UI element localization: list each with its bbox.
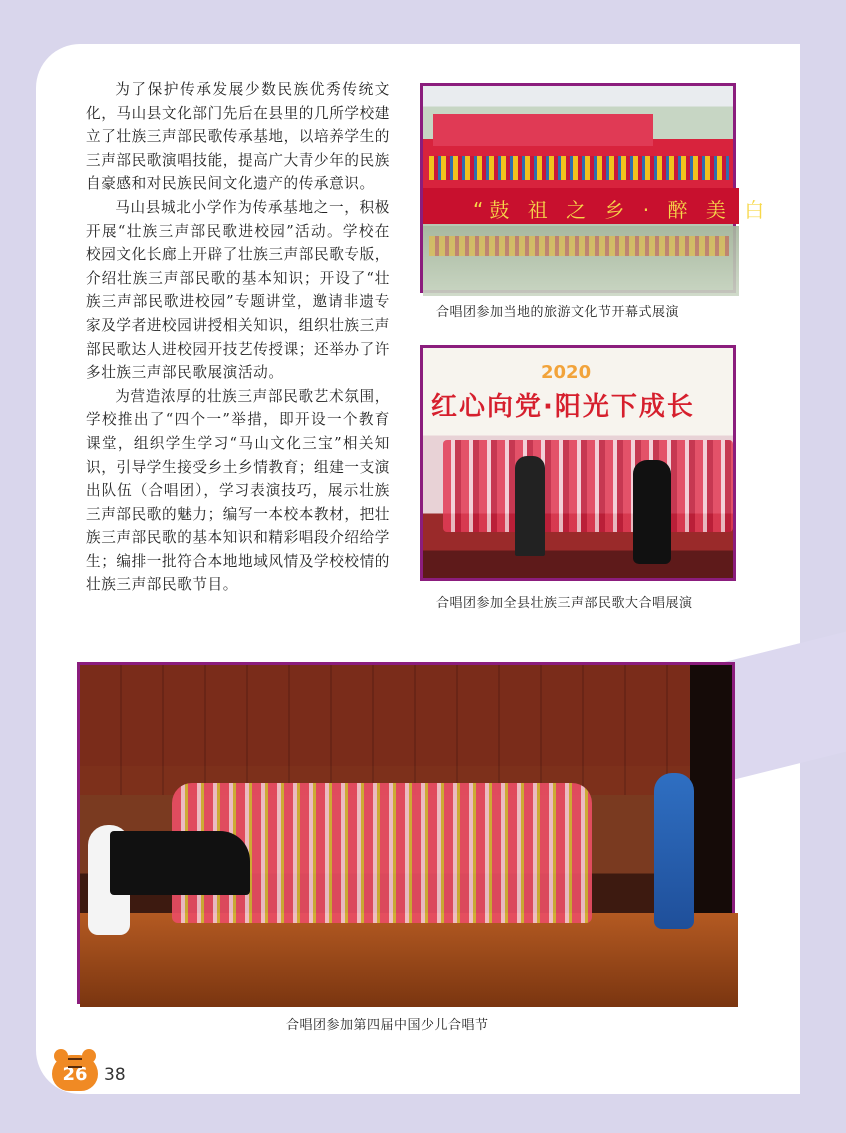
badge-ear-right: [82, 1049, 96, 1063]
photo-festival: [420, 83, 771, 293]
female-host: [633, 460, 671, 564]
paragraph-3: 为营造浓厚的壮族三声部民歌艺术氛围，学校推出了“四个一”举措，即开设一个教育课堂，组织学生学习“马山文化三宝”相关知识，引导学生接受乡土乡情教育；组建一支演出队伍（合唱团），学习表演技巧，展示壮族三声部民歌的魅力；编写一本校本教材，把壮族三声部民歌的基本知识和精彩唱段介绍给学生；编排一批符合本地地域风情及学校校情的壮族三声部民歌节目。: [86, 387, 390, 594]
caption-festival: 合唱团参加当地的旅游文化节开幕式展演: [436, 305, 680, 320]
paragraph-1: 为了保护传承发展少数民族优秀传统文化，马山县文化部门先后在县里的几所学校建立了壮族三声部民歌传承基地，以培养学生的三声部民歌演唱技能，提高广大青少年的民族自豪感和对民族民间文化遗产的传承意识。: [86, 81, 390, 193]
page-number-badge: [52, 1055, 98, 1091]
issue-number: 38: [104, 1065, 126, 1085]
banner-title: 红心向党·阳光下成长: [431, 392, 695, 422]
slogan-text: “鼓 祖 之 乡 · 醉 美 白: [473, 198, 771, 222]
choir-children: [443, 440, 733, 532]
article-body: [86, 78, 390, 597]
caption-county: 合唱团参加全县壮族三声部民歌大合唱展演: [436, 596, 693, 611]
badge-face-mark: [68, 1058, 82, 1068]
performers: [429, 156, 729, 180]
photo-national: [77, 662, 735, 1004]
paragraph-2: 马山县城北小学作为传承基地之一，积极开展“壮族三声部民歌进校园”活动。学校在校园文化长廊上开辟了壮族三声部民歌专版，介绍壮族三声部民歌的基本知识；开设了“壮族三声部民歌进校园”专题讲堂，邀请非遗专家及学者进校园讲授相关知识，组织壮族三声部民歌达人进校园开技艺传授课；还举办了许多壮族三声部民歌展演活动。: [86, 198, 390, 382]
conductor: [654, 773, 694, 929]
caption-national: 合唱团参加第四届中国少儿合唱节: [286, 1018, 489, 1033]
banner-year: 2020: [541, 362, 592, 383]
page-number: 26: [62, 1064, 88, 1085]
grand-piano: [110, 831, 250, 895]
photo-county: [420, 345, 736, 581]
stage-floor: [80, 913, 738, 1007]
stage-wall: [80, 665, 696, 795]
badge-ear-left: [54, 1049, 68, 1063]
male-host: [515, 456, 545, 556]
reflection-crowd: [429, 236, 729, 256]
stage-banner: [433, 114, 653, 146]
